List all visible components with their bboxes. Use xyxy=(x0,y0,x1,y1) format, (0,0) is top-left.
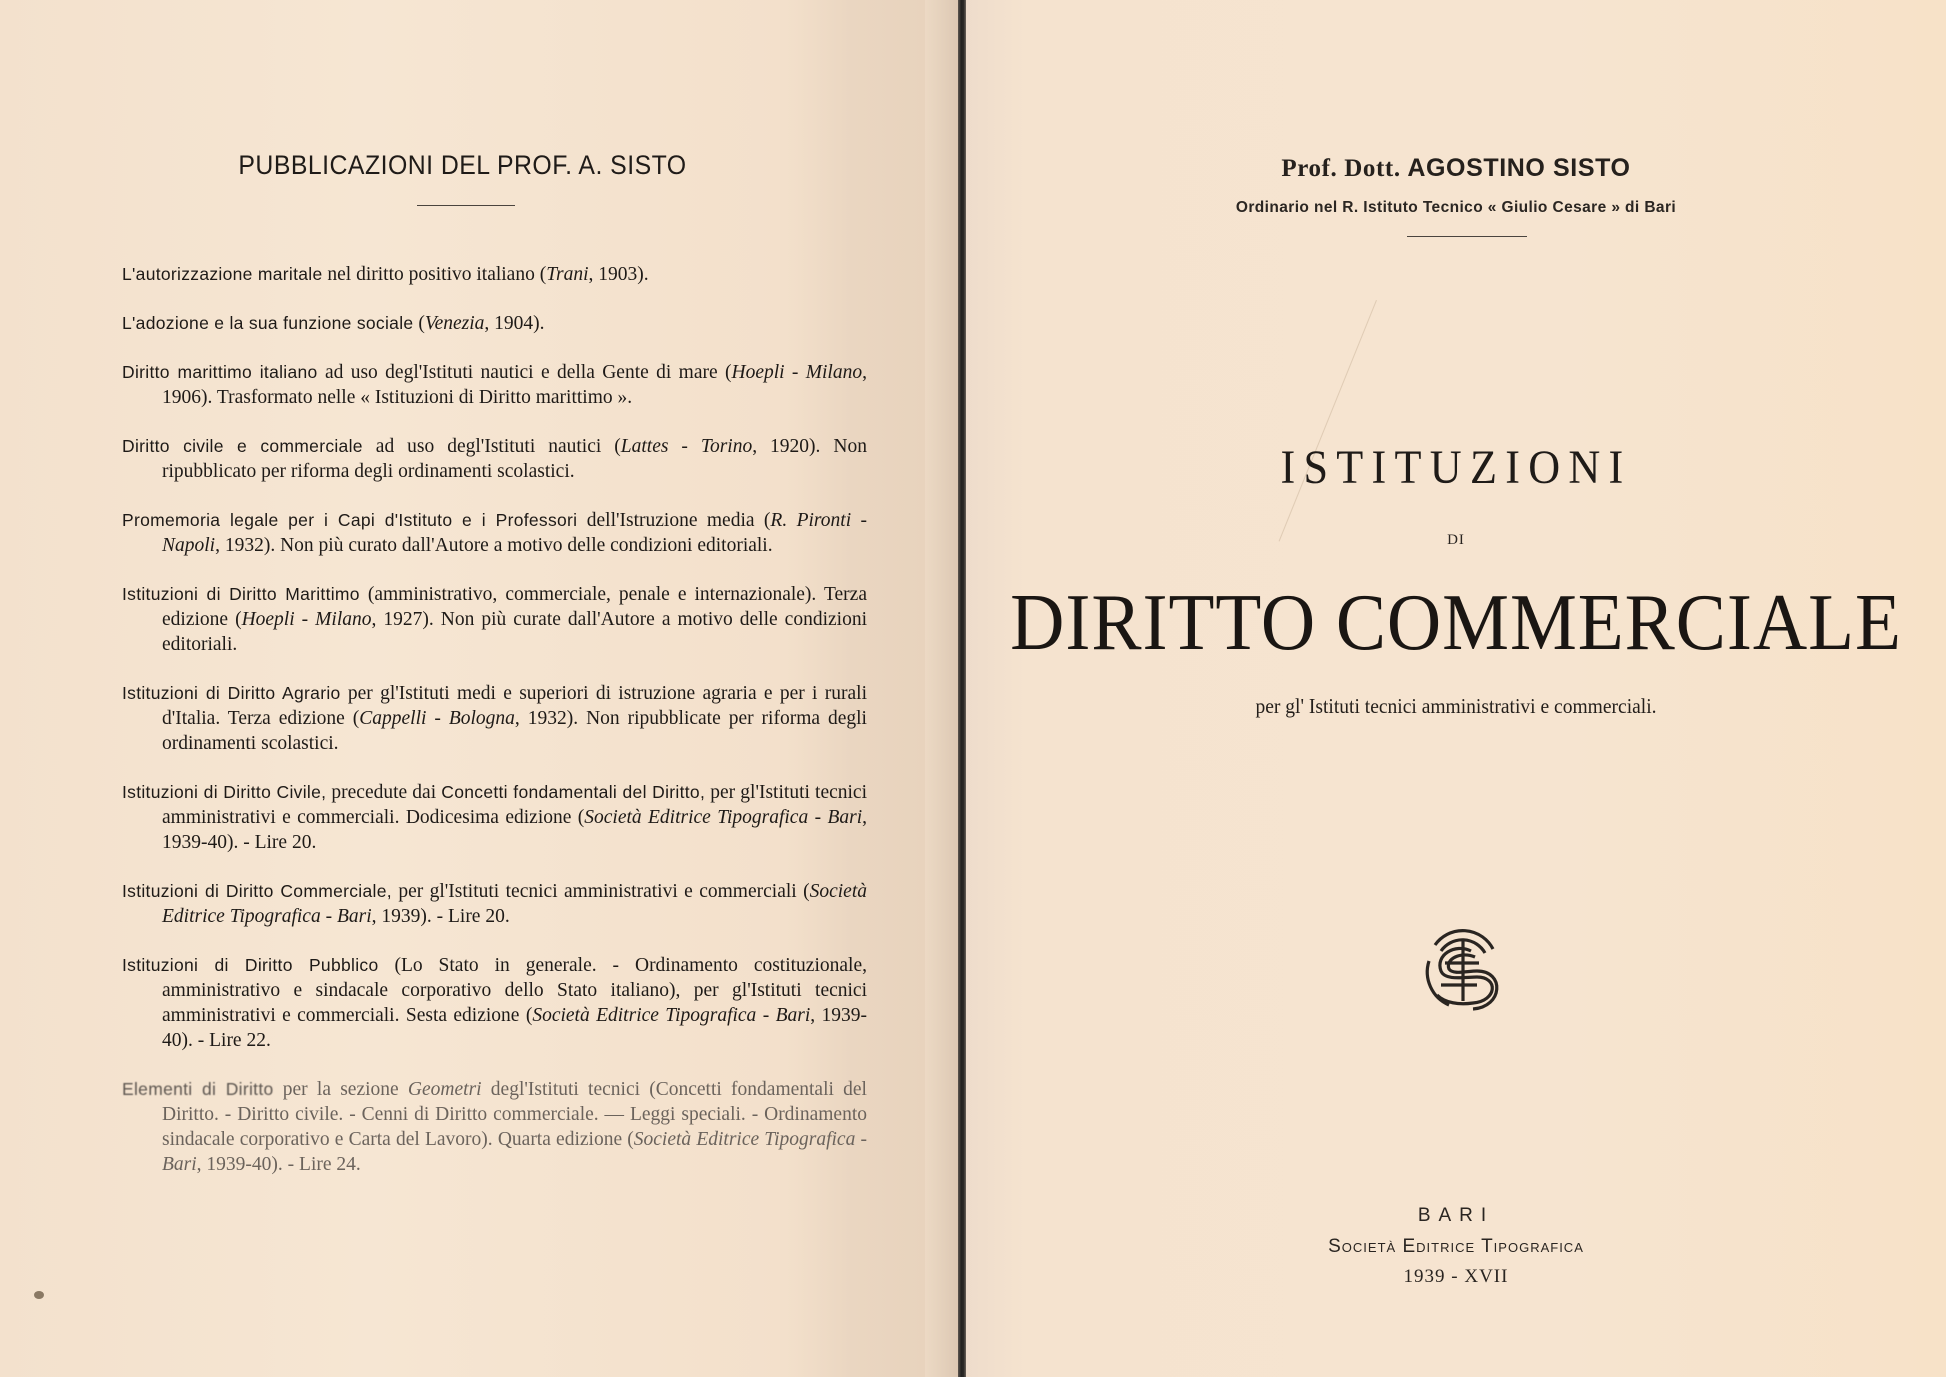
author-divider xyxy=(1407,236,1527,237)
publication-subtitle: Concetti fondamentali del Diritto, xyxy=(441,782,706,802)
author-name: AGOSTINO SISTO xyxy=(1407,154,1631,182)
publication-details: (Venezia, 1904). xyxy=(413,313,545,334)
publication-entry xyxy=(122,434,867,484)
publication-entry xyxy=(122,360,867,410)
publication-entry xyxy=(122,1077,867,1177)
publication-title: L'adozione e la sua funzione sociale xyxy=(122,313,414,333)
publisher-place: Lattes - Torino xyxy=(620,436,753,457)
publisher-place: Società Editrice Tipografica - Bari xyxy=(162,1129,867,1175)
publisher-place: Cappelli - Bologna xyxy=(359,708,515,729)
publication-title: L'autorizzazione maritale xyxy=(122,264,323,284)
publisher-place: Società Editrice Tipografica - Bari xyxy=(532,1005,811,1026)
publication-entry xyxy=(122,953,867,1053)
set-monogram-icon xyxy=(1415,921,1505,1011)
publication-details: per la sezione Geometri degl'Istituti tecnici (Concetti fondamentali del Diritto. - Diritto civile. - Cenni di Diritto commerciale. — Leggi speciali. - Ordinamento sindacale corporativo e Carta del Lavoro). Quarta edizione (Società Editrice Tipografica - Bari, 1939-40). - Lire 24. xyxy=(162,1079,867,1175)
publications-heading: PUBBLICAZIONI DEL PROF. A. SISTO xyxy=(238,150,687,180)
left-page xyxy=(0,0,925,1377)
publication-entry xyxy=(122,508,867,558)
heading-divider xyxy=(417,205,515,206)
publication-entry xyxy=(122,780,867,855)
publication-details: nel diritto positivo italiano (Trani, 1903). xyxy=(322,264,649,285)
imprint-publisher: Società Editrice Tipografica xyxy=(1328,1236,1584,1257)
publication-title: Diritto marittimo italiano xyxy=(122,362,318,382)
publication-title: Istituzioni di Diritto Marittimo xyxy=(122,584,360,604)
paper-stain xyxy=(34,1291,44,1299)
publications-list xyxy=(122,262,867,1201)
paper-crease xyxy=(1279,300,1377,541)
title-line-2: DI xyxy=(1447,532,1465,548)
publication-title: Istituzioni di Diritto Pubblico xyxy=(122,955,379,975)
author-prefix: Prof. Dott. xyxy=(1281,155,1401,182)
publisher-place: R. Pironti - Napoli xyxy=(162,510,867,556)
publication-title: Promemoria legale per i Capi d'Istituto e i Professori xyxy=(122,510,578,530)
publication-entry xyxy=(122,262,867,287)
imprint-city: BARI xyxy=(1417,1205,1495,1226)
publisher-place: Società Editrice Tipografica - Bari xyxy=(584,807,863,828)
publication-entry xyxy=(122,681,867,756)
publication-title: Diritto civile e commerciale xyxy=(122,436,363,456)
publication-entry xyxy=(122,311,867,336)
publication-details: dell'Istruzione media (R. Pironti - Napoli, 1932). Non più curato dall'Autore a motivo delle condizioni editoriali. xyxy=(162,510,867,556)
publisher-place: Società Editrice Tipografica - Bari xyxy=(162,881,867,927)
book-gutter xyxy=(958,0,966,1377)
publisher-place: Venezia xyxy=(424,313,485,334)
publication-details: per gl'Istituti medi e superiori di istruzione agraria e per i rurali d'Italia. Terza edizione (Cappelli - Bologna, 1932). Non ripubblicate per riforma degli ordinamenti scolastici. xyxy=(162,683,867,754)
imprint-year: 1939 - XVII xyxy=(1403,1266,1509,1287)
publication-details: (Lo Stato in generale. - Ordinamento costituzionale, amministrativo e sindacale corporativo dello Stato italiano), per gl'Istituti tecnici amministrativi e commerciali. Sesta edizione (Società Editrice Tipografica - Bari, 1939-40). - Lire 22. xyxy=(162,955,867,1051)
publication-title: Istituzioni di Diritto Agrario xyxy=(122,683,341,703)
publication-entry xyxy=(122,879,867,929)
publication-title: Elementi di Diritto xyxy=(122,1079,274,1099)
publisher-place: Hoepli - Milano xyxy=(241,609,372,630)
publication-title: Istituzioni di Diritto Civile, xyxy=(122,782,327,802)
publication-details: per gl'Istituti tecnici amministrativi e commerciali (Società Editrice Tipografica - Bari, 1939). - Lire 20. xyxy=(162,881,867,927)
publication-details: ad uso degl'Istituti nautici (Lattes - Torino, 1920). Non ripubblicato per riforma degli ordinamenti scolastici. xyxy=(162,436,867,482)
publisher-place: Trani xyxy=(546,264,589,285)
title-line-1: ISTITUZIONI xyxy=(1280,441,1632,494)
book-subtitle: per gl' Istituti tecnici amministrativi e commerciali. xyxy=(1255,694,1657,718)
title-line-3: DIRITTO COMMERCIALE xyxy=(1010,579,1902,667)
publisher-place: Hoepli - Milano xyxy=(731,362,863,383)
publication-details: (amministrativo, commerciale, penale e internazionale). Terza edizione (Hoepli - Milano, 1927). Non più curate dall'Autore a motivo delle condizioni editoriali. xyxy=(162,584,867,655)
publication-details: precedute dai Concetti fondamentali del Diritto, per gl'Istituti tecnici amministrativi e commerciali. Dodicesima edizione (Società Editrice Tipografica - Bari, 1939-40). - Lire 20. xyxy=(162,782,867,853)
author-line xyxy=(966,154,1946,183)
publication-title: Istituzioni di Diritto Commerciale, xyxy=(122,881,392,901)
author-affiliation: Ordinario nel R. Istituto Tecnico « Giulio Cesare » di Bari xyxy=(1235,199,1677,216)
publication-details: ad uso degl'Istituti nautici e della Gente di mare (Hoepli - Milano, 1906). Trasformato nelle « Istituzioni di Diritto marittimo ». xyxy=(162,362,867,408)
publication-entry xyxy=(122,582,867,657)
publisher-place: Geometri xyxy=(407,1079,482,1100)
